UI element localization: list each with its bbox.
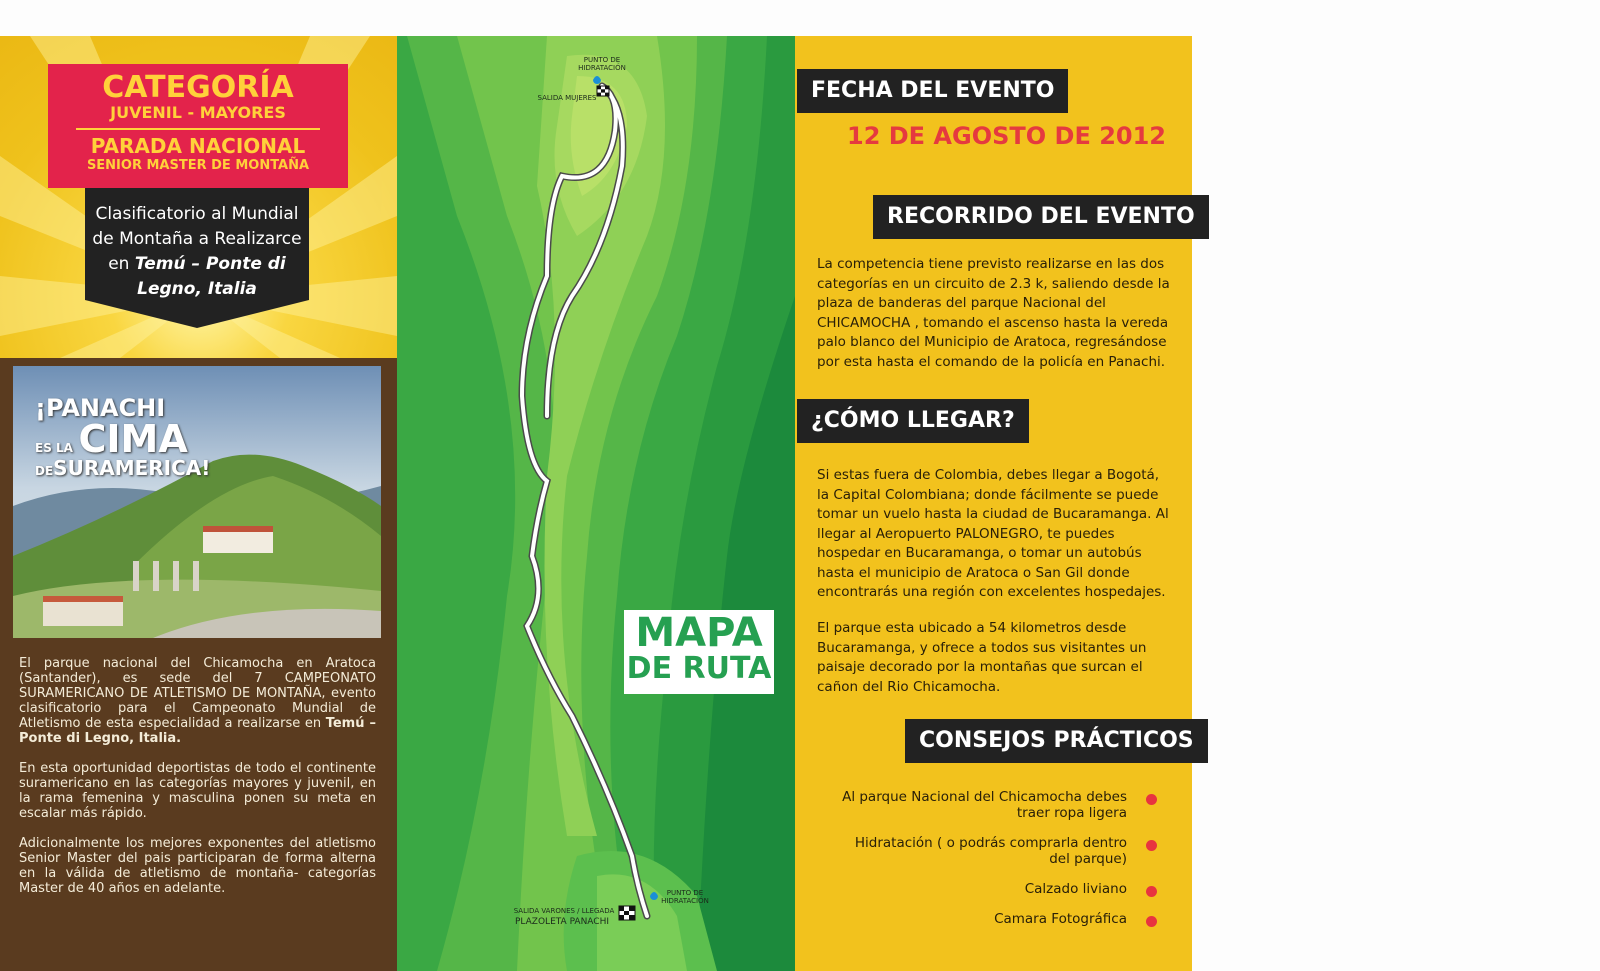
map-label-top-hydration: PUNTO DE HIDRATACIÓN (578, 56, 626, 72)
photo-title-small: ES LA (35, 441, 73, 455)
event-date: 12 DE AGOSTO DE 2012 (847, 122, 1166, 150)
map-title-box (624, 610, 774, 694)
como-llegar-text-2: El parque esta ubicado a 54 kilometros desde Bucaramanga, y ofrece a todos sus visitantes un paisaje decorado por la montañas que surcan el cañon del Rio Chicamocha. (817, 620, 1147, 695)
left-panel (0, 36, 397, 971)
qualifier-badge-text (85, 202, 309, 302)
category-title: CATEGORÍA (102, 70, 294, 105)
tip-text: Calzado liviano (1024, 881, 1127, 897)
category-box (48, 64, 348, 188)
map-label-bottom-hydration: PUNTO DE HIDRATACIÓN (661, 889, 709, 905)
left-body-text (19, 656, 376, 911)
brochure-sheet (0, 36, 1195, 971)
recorrido-text: La competencia tiene previsto realizarse en las dos categorías en un circuito de 2.3 k, saliendo desde la plaza de banderas del parque Nacional del CHICAMOCHA , tomando el ascenso hasta la vereda palo blanco del Municipio de Aratoca, regresándose por esta hasta el comando de la policía en Panachi. (817, 256, 1170, 370)
photo-title-line-1: ¡PANACHI (35, 394, 166, 422)
como-llegar-text-1: Si estas fuera de Colombia, debes llegar a Bogotá, la Capital Colombiana; donde fácilmente se puede tomar un vuelo hasta la ciudad de Bucaramanga. Al llegar al Aeropuerto PALONEGRO, te puedes hospedar en Bucaramanga, o tomar un autobús hasta el municipio de Aratoca o San Gil donde encontrarás una región con excelentes hospedajes. (817, 467, 1169, 600)
badge-line-2: de Montaña a Realizarce (92, 229, 302, 249)
map-title-line-1: MAPA (635, 610, 763, 656)
parada-title: PARADA NACIONAL (90, 134, 306, 158)
parada-subtitle: SENIOR MASTER DE MONTAÑA (86, 158, 310, 173)
tip-text: Camara Fotográfica (994, 911, 1127, 927)
tip-item (795, 789, 1175, 821)
category-subtitle: JUVENIL - MAYORES (110, 103, 286, 122)
tip-text: Hidratación ( o podrás comprarla dentro del parque) (854, 835, 1127, 867)
map-label-salida-varones: SALIDA VARONES / LLEGADA (513, 907, 615, 915)
photo-title-suramerica: SURAMERICA! (53, 456, 211, 480)
tips-list (795, 789, 1175, 941)
left-paragraph-2: En esta oportunidad deportistas de todo el continente suramericano en las categorías mayores y juvenil, en la rama femenina y masculina ponen su meta en escalar más rápido. (19, 761, 376, 821)
badge-line-4 (85, 277, 309, 302)
tip-item (795, 911, 1175, 927)
map-label-plazoleta: PLAZOLETA PANACHI (515, 917, 610, 927)
badge-line-3 (85, 252, 309, 277)
right-panel (795, 36, 1195, 971)
photo-title-cima: CIMA (78, 417, 188, 461)
bullet-dot-icon (1146, 916, 1157, 927)
como-llegar-header: ¿CÓMO LLEGAR? (797, 399, 1029, 443)
category-divider (76, 128, 320, 130)
tip-item (795, 835, 1175, 867)
tip-item (795, 881, 1175, 897)
badge-line-1: Clasificatorio al Mundial (95, 204, 299, 224)
badge-line-3-emph: Temú – Ponte di (134, 254, 286, 274)
tip-text: Al parque Nacional del Chicamocha debes traer ropa ligera (842, 789, 1127, 821)
photo-title-de: DE (35, 464, 54, 478)
bullet-dot-icon (1146, 794, 1157, 805)
fecha-header: FECHA DEL EVENTO (797, 69, 1068, 113)
topographic-map (397, 36, 795, 971)
left-paragraph-1-emph: Temú – Ponte di Legno, Italia. (19, 716, 376, 746)
badge-line-4-emph: Legno, Italia (137, 279, 257, 299)
left-paragraph-1-text: El parque nacional del Chicamocha en Aratoca (Santander), es sede del 7 CAMPEONATO SURAMERICANO DE ATLETISMO DE MONTAÑA, evento clasificatorio para el Campeonato Mundial de Atletismo de esta especialidad a realizarse en (19, 656, 376, 731)
consejos-header: CONSEJOS PRÁCTICOS (905, 719, 1208, 763)
route-map-panel (397, 36, 795, 971)
left-paragraph-3: Adicionalmente los mejores exponentes del atletismo Senior Master del pais participaran de forma alterna en la válida de atletismo de montaña- categorías Master de 40 años en adelante. (19, 836, 376, 896)
bullet-dot-icon (1146, 886, 1157, 897)
map-title-line-2: DE RUTA (626, 651, 772, 686)
panachi-photo (13, 366, 381, 638)
map-label-salida-mujeres: SALIDA MUJERES (537, 94, 597, 102)
checkered-flag-bottom (619, 906, 635, 920)
recorrido-header: RECORRIDO DEL EVENTO (873, 195, 1209, 239)
photo-headline (35, 396, 210, 478)
badge-line-3-prefix: en (108, 254, 135, 274)
bullet-dot-icon (1146, 840, 1157, 851)
left-paragraph-1 (19, 656, 376, 746)
